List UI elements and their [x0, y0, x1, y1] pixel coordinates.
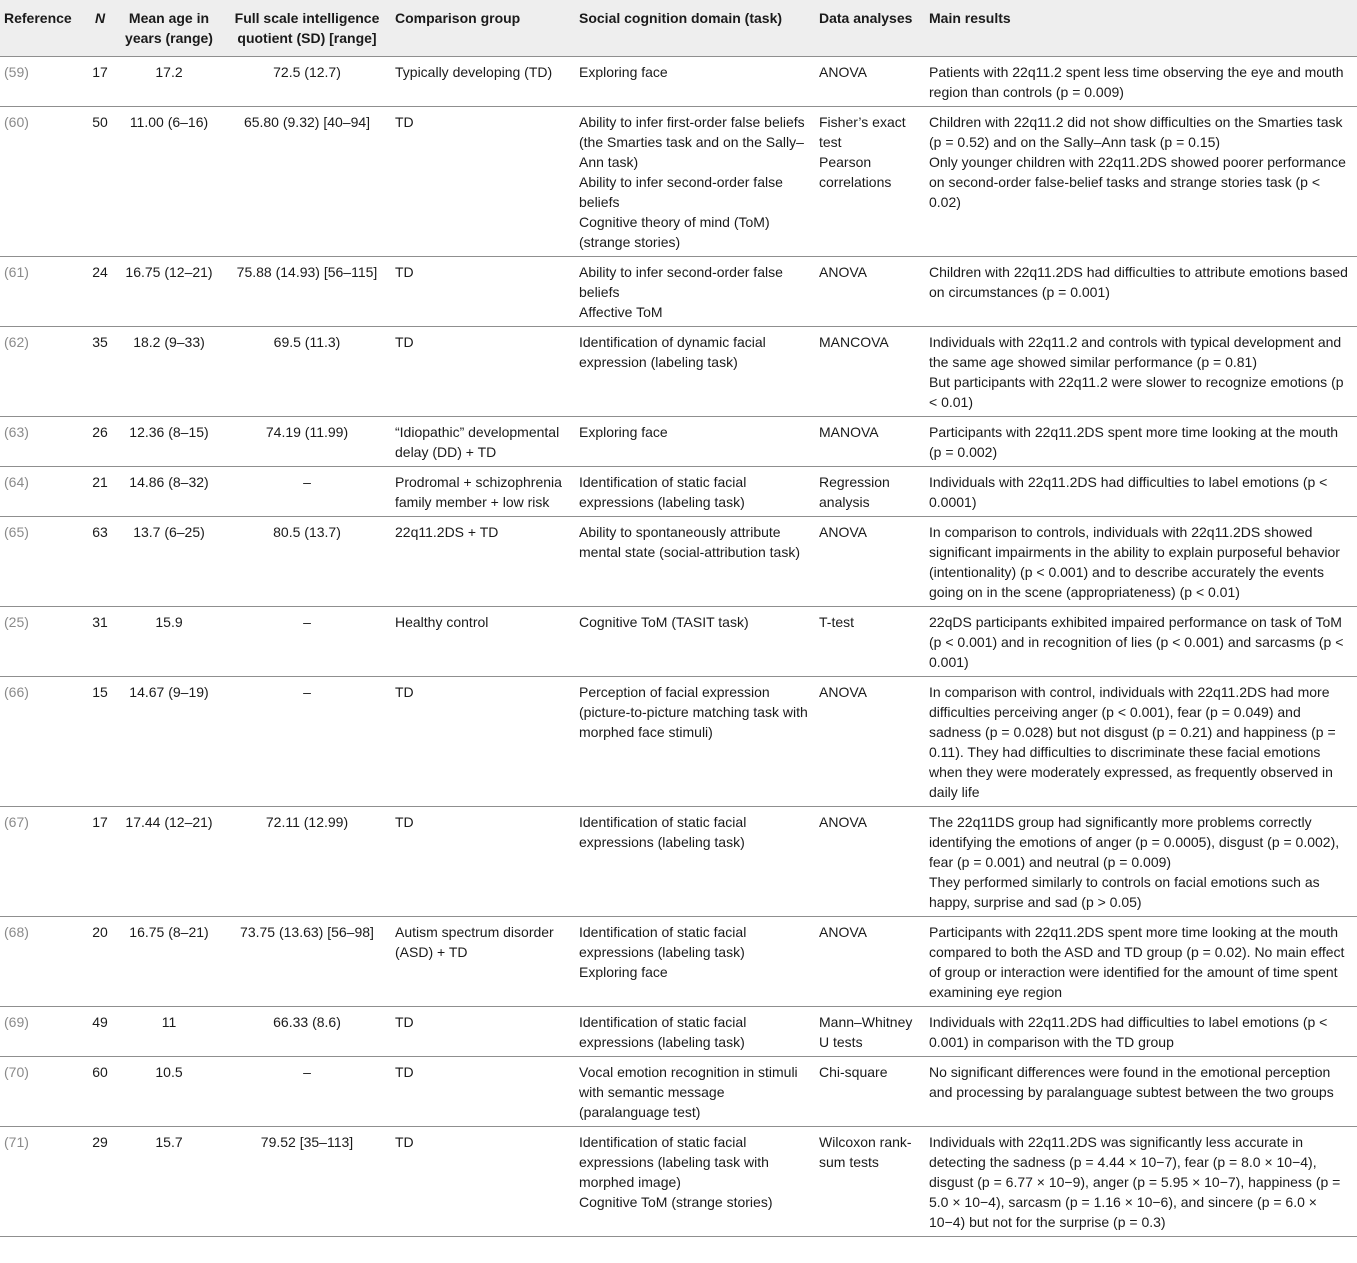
iq-cell: 73.75 (13.63) [56–98] — [223, 917, 391, 1007]
result-line: Individuals with 22q11.2DS had difficulties to label emotions (p < 0.001) in comparison with the TD group — [929, 1014, 1328, 1050]
header-row — [0, 0, 1357, 57]
result-line: Only younger children with 22q11.2DS showed poorer performance on second-order false-belief tasks and strange stories task (p < 0.02) — [929, 154, 1346, 210]
reference-cell: (60) — [0, 107, 85, 257]
reference-cell: (69) — [0, 1007, 85, 1057]
domain-line: Ability to infer second-order false beliefs — [579, 264, 783, 300]
analysis-line: ANOVA — [819, 684, 867, 700]
data-analyses-cell — [815, 467, 925, 517]
result-line: Participants with 22q11.2DS spent more time looking at the mouth (p = 0.002) — [929, 424, 1339, 460]
comparison-group-cell: Typically developing (TD) — [391, 57, 575, 107]
n-cell: 17 — [85, 807, 115, 917]
mean-age-cell: 11 — [115, 1007, 223, 1057]
analysis-line: ANOVA — [819, 264, 867, 280]
header-data-analyses: Data analyses — [815, 0, 925, 57]
main-results-cell — [925, 1127, 1357, 1237]
mean-age-cell: 14.86 (8–32) — [115, 467, 223, 517]
domain-line: Identification of static facial expressions (labeling task) — [579, 814, 747, 850]
main-results-cell — [925, 417, 1357, 467]
table-row — [0, 1127, 1357, 1237]
social-cognition-domain-cell — [575, 1057, 815, 1127]
social-cognition-domain-cell — [575, 917, 815, 1007]
reference-cell: (62) — [0, 327, 85, 417]
header-comparison-group: Comparison group — [391, 0, 575, 57]
iq-cell: 72.11 (12.99) — [223, 807, 391, 917]
main-results-cell — [925, 257, 1357, 327]
data-analyses-cell — [815, 107, 925, 257]
iq-cell: – — [223, 677, 391, 807]
data-analyses-cell — [815, 807, 925, 917]
comparison-group-cell: Autism spectrum disorder (ASD) + TD — [391, 917, 575, 1007]
n-cell: 31 — [85, 607, 115, 677]
iq-cell: 79.52 [35–113] — [223, 1127, 391, 1237]
table-row — [0, 1057, 1357, 1127]
data-analyses-cell — [815, 57, 925, 107]
analysis-line: MANOVA — [819, 424, 879, 440]
domain-line: Vocal emotion recognition in stimuli with semantic message (paralanguage test) — [579, 1064, 798, 1120]
mean-age-cell: 17.44 (12–21) — [115, 807, 223, 917]
analysis-line: ANOVA — [819, 814, 867, 830]
comparison-group-cell: TD — [391, 807, 575, 917]
main-results-cell — [925, 807, 1357, 917]
n-cell: 60 — [85, 1057, 115, 1127]
analysis-line: Chi-square — [819, 1064, 888, 1080]
header-main-results: Main results — [925, 0, 1357, 57]
result-line: Individuals with 22q11.2DS had difficulties to label emotions (p < 0.0001) — [929, 474, 1328, 510]
result-line: Patients with 22q11.2 spent less time observing the eye and mouth region than controls (p = 0.009) — [929, 64, 1344, 100]
domain-line: Exploring face — [579, 964, 668, 980]
main-results-cell — [925, 1057, 1357, 1127]
n-cell: 26 — [85, 417, 115, 467]
n-cell: 63 — [85, 517, 115, 607]
reference-cell: (68) — [0, 917, 85, 1007]
comparison-group-cell: Healthy control — [391, 607, 575, 677]
analysis-line: ANOVA — [819, 524, 867, 540]
analysis-line: ANOVA — [819, 924, 867, 940]
result-line: They performed similarly to controls on facial emotions such as happy, surprise and sad (p > 0.05) — [929, 874, 1320, 910]
data-analyses-cell — [815, 677, 925, 807]
social-cognition-domain-cell — [575, 327, 815, 417]
analysis-line: Mann–Whitney U tests — [819, 1014, 913, 1050]
domain-line: Perception of facial expression (picture-to-picture matching task with morphed face stimuli) — [579, 684, 808, 740]
result-line: 22qDS participants exhibited impaired performance on task of ToM (p < 0.001) and in recognition of lies (p < 0.001) and sarcasms (p < 0.001) — [929, 614, 1344, 670]
table-row — [0, 57, 1357, 107]
reference-cell: (63) — [0, 417, 85, 467]
result-line: Children with 22q11.2DS had difficulties to attribute emotions based on circumstances (p = 0.001) — [929, 264, 1348, 300]
result-line: Children with 22q11.2 did not show difficulties on the Smarties task (p = 0.52) and on the Sally–Ann task (p = 0.15) — [929, 114, 1343, 150]
header-iq: Full scale intelligence quotient (SD) [range] — [223, 0, 391, 57]
result-line: The 22q11DS group had significantly more problems correctly identifying the emotions of anger (p = 0.0005), disgust (p = 0.002), fear (p = 0.001) and neutral (p = 0.009) — [929, 814, 1340, 870]
mean-age-cell: 16.75 (12–21) — [115, 257, 223, 327]
domain-line: Identification of static facial expressions (labeling task) — [579, 474, 747, 510]
header-mean-age: Mean age in years (range) — [115, 0, 223, 57]
n-cell: 50 — [85, 107, 115, 257]
domain-line: Ability to infer second-order false beliefs — [579, 174, 783, 210]
result-line: In comparison with control, individuals with 22q11.2DS had more difficulties perceiving anger (p < 0.001), fear (p = 0.049) and sadness (p = 0.028) but not disgust (p = 0.21) and happiness (p = 0.11). They had difficulties to discriminate these facial emotions when they were moderately expressed, as frequently observed in daily life — [929, 684, 1336, 800]
domain-line: Cognitive ToM (TASIT task) — [579, 614, 749, 630]
iq-cell: – — [223, 607, 391, 677]
n-cell: 49 — [85, 1007, 115, 1057]
data-analyses-cell — [815, 917, 925, 1007]
result-line: In comparison to controls, individuals with 22q11.2DS showed significant impairments in the ability to explain purposeful behavior (intentionality) (p < 0.001) and to describe accurately the events going on in the scene (appropriateness) (p < 0.01) — [929, 524, 1340, 600]
domain-line: Identification of static facial expressions (labeling task) — [579, 1014, 747, 1050]
social-cognition-domain-cell — [575, 467, 815, 517]
result-line: Participants with 22q11.2DS spent more time looking at the mouth compared to both the ASD and TD group (p = 0.02). No main effect of group or interaction were identified for the amount of time spent examining eye region — [929, 924, 1345, 1000]
mean-age-cell: 17.2 — [115, 57, 223, 107]
domain-line: Identification of static facial expressions (labeling task) — [579, 924, 747, 960]
n-cell: 15 — [85, 677, 115, 807]
analysis-line: Pearson correlations — [819, 154, 892, 190]
iq-cell: 72.5 (12.7) — [223, 57, 391, 107]
analysis-line: T-test — [819, 614, 855, 630]
comparison-group-cell: Prodromal + schizophrenia family member + low risk — [391, 467, 575, 517]
main-results-cell — [925, 327, 1357, 417]
table-row — [0, 807, 1357, 917]
iq-cell: – — [223, 467, 391, 517]
social-cognition-domain-cell — [575, 107, 815, 257]
mean-age-cell: 18.2 (9–33) — [115, 327, 223, 417]
data-analyses-cell — [815, 1057, 925, 1127]
table-row — [0, 417, 1357, 467]
comparison-group-cell: TD — [391, 677, 575, 807]
data-analyses-cell — [815, 417, 925, 467]
iq-cell: 65.80 (9.32) [40–94] — [223, 107, 391, 257]
table-row — [0, 917, 1357, 1007]
n-cell: 35 — [85, 327, 115, 417]
result-line: Individuals with 22q11.2DS was significantly less accurate in detecting the sadness (p = 4.44 × 10−7), fear (p = 8.0 × 10−4), disgust (p = 6.77 × 10−9), anger (p = 5.95 × 10−7), happiness (p = 5.0 × 10−4), sarcasm (p = 1.16 × 10−6), and sincere (p = 6.0 × 10−4) but not for the surprise (p = 0.3) — [929, 1134, 1341, 1230]
table-row — [0, 607, 1357, 677]
table-row — [0, 257, 1357, 327]
domain-line: Ability to infer first-order false beliefs (the Smarties task and on the Sally–Ann task) — [579, 114, 805, 170]
iq-cell: 75.88 (14.93) [56–115] — [223, 257, 391, 327]
mean-age-cell: 13.7 (6–25) — [115, 517, 223, 607]
comparison-group-cell: “Idiopathic” developmental delay (DD) + TD — [391, 417, 575, 467]
iq-cell: 80.5 (13.7) — [223, 517, 391, 607]
n-cell: 29 — [85, 1127, 115, 1237]
domain-line: Affective ToM — [579, 304, 663, 320]
reference-cell: (67) — [0, 807, 85, 917]
main-results-cell — [925, 57, 1357, 107]
comparison-group-cell: TD — [391, 327, 575, 417]
social-cognition-domain-cell — [575, 677, 815, 807]
main-results-cell — [925, 677, 1357, 807]
social-cognition-domain-cell — [575, 417, 815, 467]
table-row — [0, 107, 1357, 257]
comparison-group-cell: TD — [391, 1127, 575, 1237]
table-row — [0, 327, 1357, 417]
domain-line: Exploring face — [579, 424, 668, 440]
data-analyses-cell — [815, 607, 925, 677]
domain-line: Exploring face — [579, 64, 668, 80]
main-results-cell — [925, 917, 1357, 1007]
table-row — [0, 517, 1357, 607]
analysis-line: Fisher’s exact test — [819, 114, 906, 150]
data-analyses-cell — [815, 517, 925, 607]
data-analyses-cell — [815, 257, 925, 327]
data-analyses-cell — [815, 1007, 925, 1057]
iq-cell: 74.19 (11.99) — [223, 417, 391, 467]
result-line: Individuals with 22q11.2 and controls with typical development and the same age showed similar performance (p = 0.81) — [929, 334, 1342, 370]
iq-cell: 69.5 (11.3) — [223, 327, 391, 417]
social-cognition-domain-cell — [575, 607, 815, 677]
domain-line: Identification of dynamic facial expression (labeling task) — [579, 334, 766, 370]
data-analyses-cell — [815, 327, 925, 417]
reference-cell: (71) — [0, 1127, 85, 1237]
header-social-cognition-domain: Social cognition domain (task) — [575, 0, 815, 57]
table-body — [0, 57, 1357, 1237]
reference-cell: (64) — [0, 467, 85, 517]
n-cell: 21 — [85, 467, 115, 517]
main-results-cell — [925, 517, 1357, 607]
header-n: N — [85, 0, 115, 57]
analysis-line: MANCOVA — [819, 334, 889, 350]
social-cognition-domain-cell — [575, 1007, 815, 1057]
table-row — [0, 677, 1357, 807]
table-row — [0, 467, 1357, 517]
result-line: No significant differences were found in the emotional perception and processing by paralanguage subtest between the two groups — [929, 1064, 1334, 1100]
n-cell: 24 — [85, 257, 115, 327]
mean-age-cell: 15.7 — [115, 1127, 223, 1237]
reference-cell: (25) — [0, 607, 85, 677]
table-row — [0, 1007, 1357, 1057]
social-cognition-domain-cell — [575, 807, 815, 917]
domain-line: Cognitive ToM (strange stories) — [579, 1194, 773, 1210]
main-results-cell — [925, 107, 1357, 257]
comparison-group-cell: TD — [391, 107, 575, 257]
main-results-cell — [925, 467, 1357, 517]
analysis-line: Wilcoxon rank-sum tests — [819, 1134, 912, 1170]
analysis-line: ANOVA — [819, 64, 867, 80]
main-results-cell — [925, 607, 1357, 677]
header-reference: Reference — [0, 0, 85, 57]
domain-line: Ability to spontaneously attribute mental state (social-attribution task) — [579, 524, 800, 560]
domain-line: Cognitive theory of mind (ToM) (strange stories) — [579, 214, 770, 250]
reference-cell: (61) — [0, 257, 85, 327]
social-cognition-domain-cell — [575, 257, 815, 327]
n-cell: 17 — [85, 57, 115, 107]
mean-age-cell: 12.36 (8–15) — [115, 417, 223, 467]
result-line: But participants with 22q11.2 were slower to recognize emotions (p < 0.01) — [929, 374, 1344, 410]
reference-cell: (70) — [0, 1057, 85, 1127]
social-cognition-domain-cell — [575, 57, 815, 107]
table-header — [0, 0, 1357, 57]
comparison-group-cell: TD — [391, 1007, 575, 1057]
domain-line: Identification of static facial expressions (labeling task with morphed image) — [579, 1134, 769, 1190]
n-cell: 20 — [85, 917, 115, 1007]
social-cognition-domain-cell — [575, 1127, 815, 1237]
iq-cell: – — [223, 1057, 391, 1127]
reference-cell: (65) — [0, 517, 85, 607]
data-analyses-cell — [815, 1127, 925, 1237]
reference-cell: (59) — [0, 57, 85, 107]
main-results-cell — [925, 1007, 1357, 1057]
analysis-line: Regression analysis — [819, 474, 890, 510]
mean-age-cell: 15.9 — [115, 607, 223, 677]
social-cognition-domain-cell — [575, 517, 815, 607]
mean-age-cell: 16.75 (8–21) — [115, 917, 223, 1007]
reference-cell: (66) — [0, 677, 85, 807]
mean-age-cell: 10.5 — [115, 1057, 223, 1127]
mean-age-cell: 14.67 (9–19) — [115, 677, 223, 807]
iq-cell: 66.33 (8.6) — [223, 1007, 391, 1057]
comparison-group-cell: TD — [391, 257, 575, 327]
comparison-group-cell: 22q11.2DS + TD — [391, 517, 575, 607]
comparison-group-cell: TD — [391, 1057, 575, 1127]
mean-age-cell: 11.00 (6–16) — [115, 107, 223, 257]
